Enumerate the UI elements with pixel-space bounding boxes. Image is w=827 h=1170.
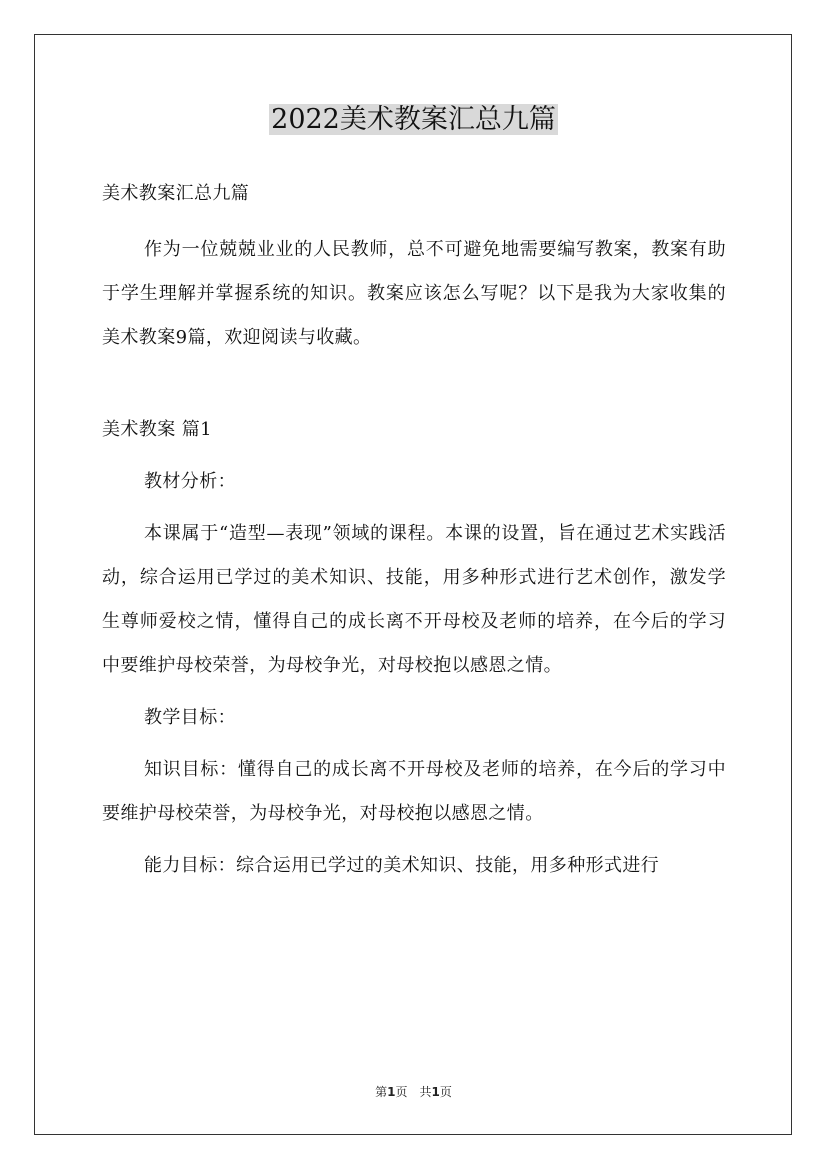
- document-subtitle: 美术教案汇总九篇: [102, 183, 250, 204]
- footer-mid: 页 共: [395, 1085, 432, 1099]
- section-heading: 美术教案 篇1: [102, 419, 212, 440]
- knowledge-goal-paragraph: 知识目标：懂得自己的成长离不开母校及老师的培养，在今后的学习中要维护母校荣誉，为母校争光，对母校抱以感恩之情。: [102, 759, 726, 824]
- page-footer: [0, 1083, 827, 1101]
- goals-label: 教学目标：: [144, 707, 236, 728]
- material-label: 教材分析：: [144, 471, 236, 492]
- footer-prefix: 第: [375, 1085, 388, 1099]
- footer-suffix: 页: [439, 1085, 452, 1099]
- document-body: [102, 172, 726, 888]
- intro-paragraph: 作为一位兢兢业业的人民教师，总不可避免地需要编写教案，教案有助于学生理解并掌握系统的知识。教案应该怎么写呢？以下是我为大家收集的美术教案9篇，欢迎阅读与收藏。: [102, 239, 726, 348]
- ability-goal-paragraph: 能力目标：综合运用已学过的美术知识、技能，用多种形式进行: [144, 855, 660, 876]
- material-paragraph: 本课属于“造型—表现”领域的课程。本课的设置，旨在通过艺术实践活动，综合运用已学过的美术知识、技能，用多种形式进行艺术创作，激发学生尊师爱校之情，懂得自己的成长离不开母校及老师的培养，在今后的学习中要维护母校荣誉，为母校争光，对母校抱以感恩之情。: [102, 523, 726, 676]
- document-title-text: 2022美术教案汇总九篇: [271, 104, 556, 135]
- document-title: [0, 98, 827, 142]
- footer-page-number: 1: [387, 1085, 396, 1099]
- footer-page-total: 1: [431, 1085, 440, 1099]
